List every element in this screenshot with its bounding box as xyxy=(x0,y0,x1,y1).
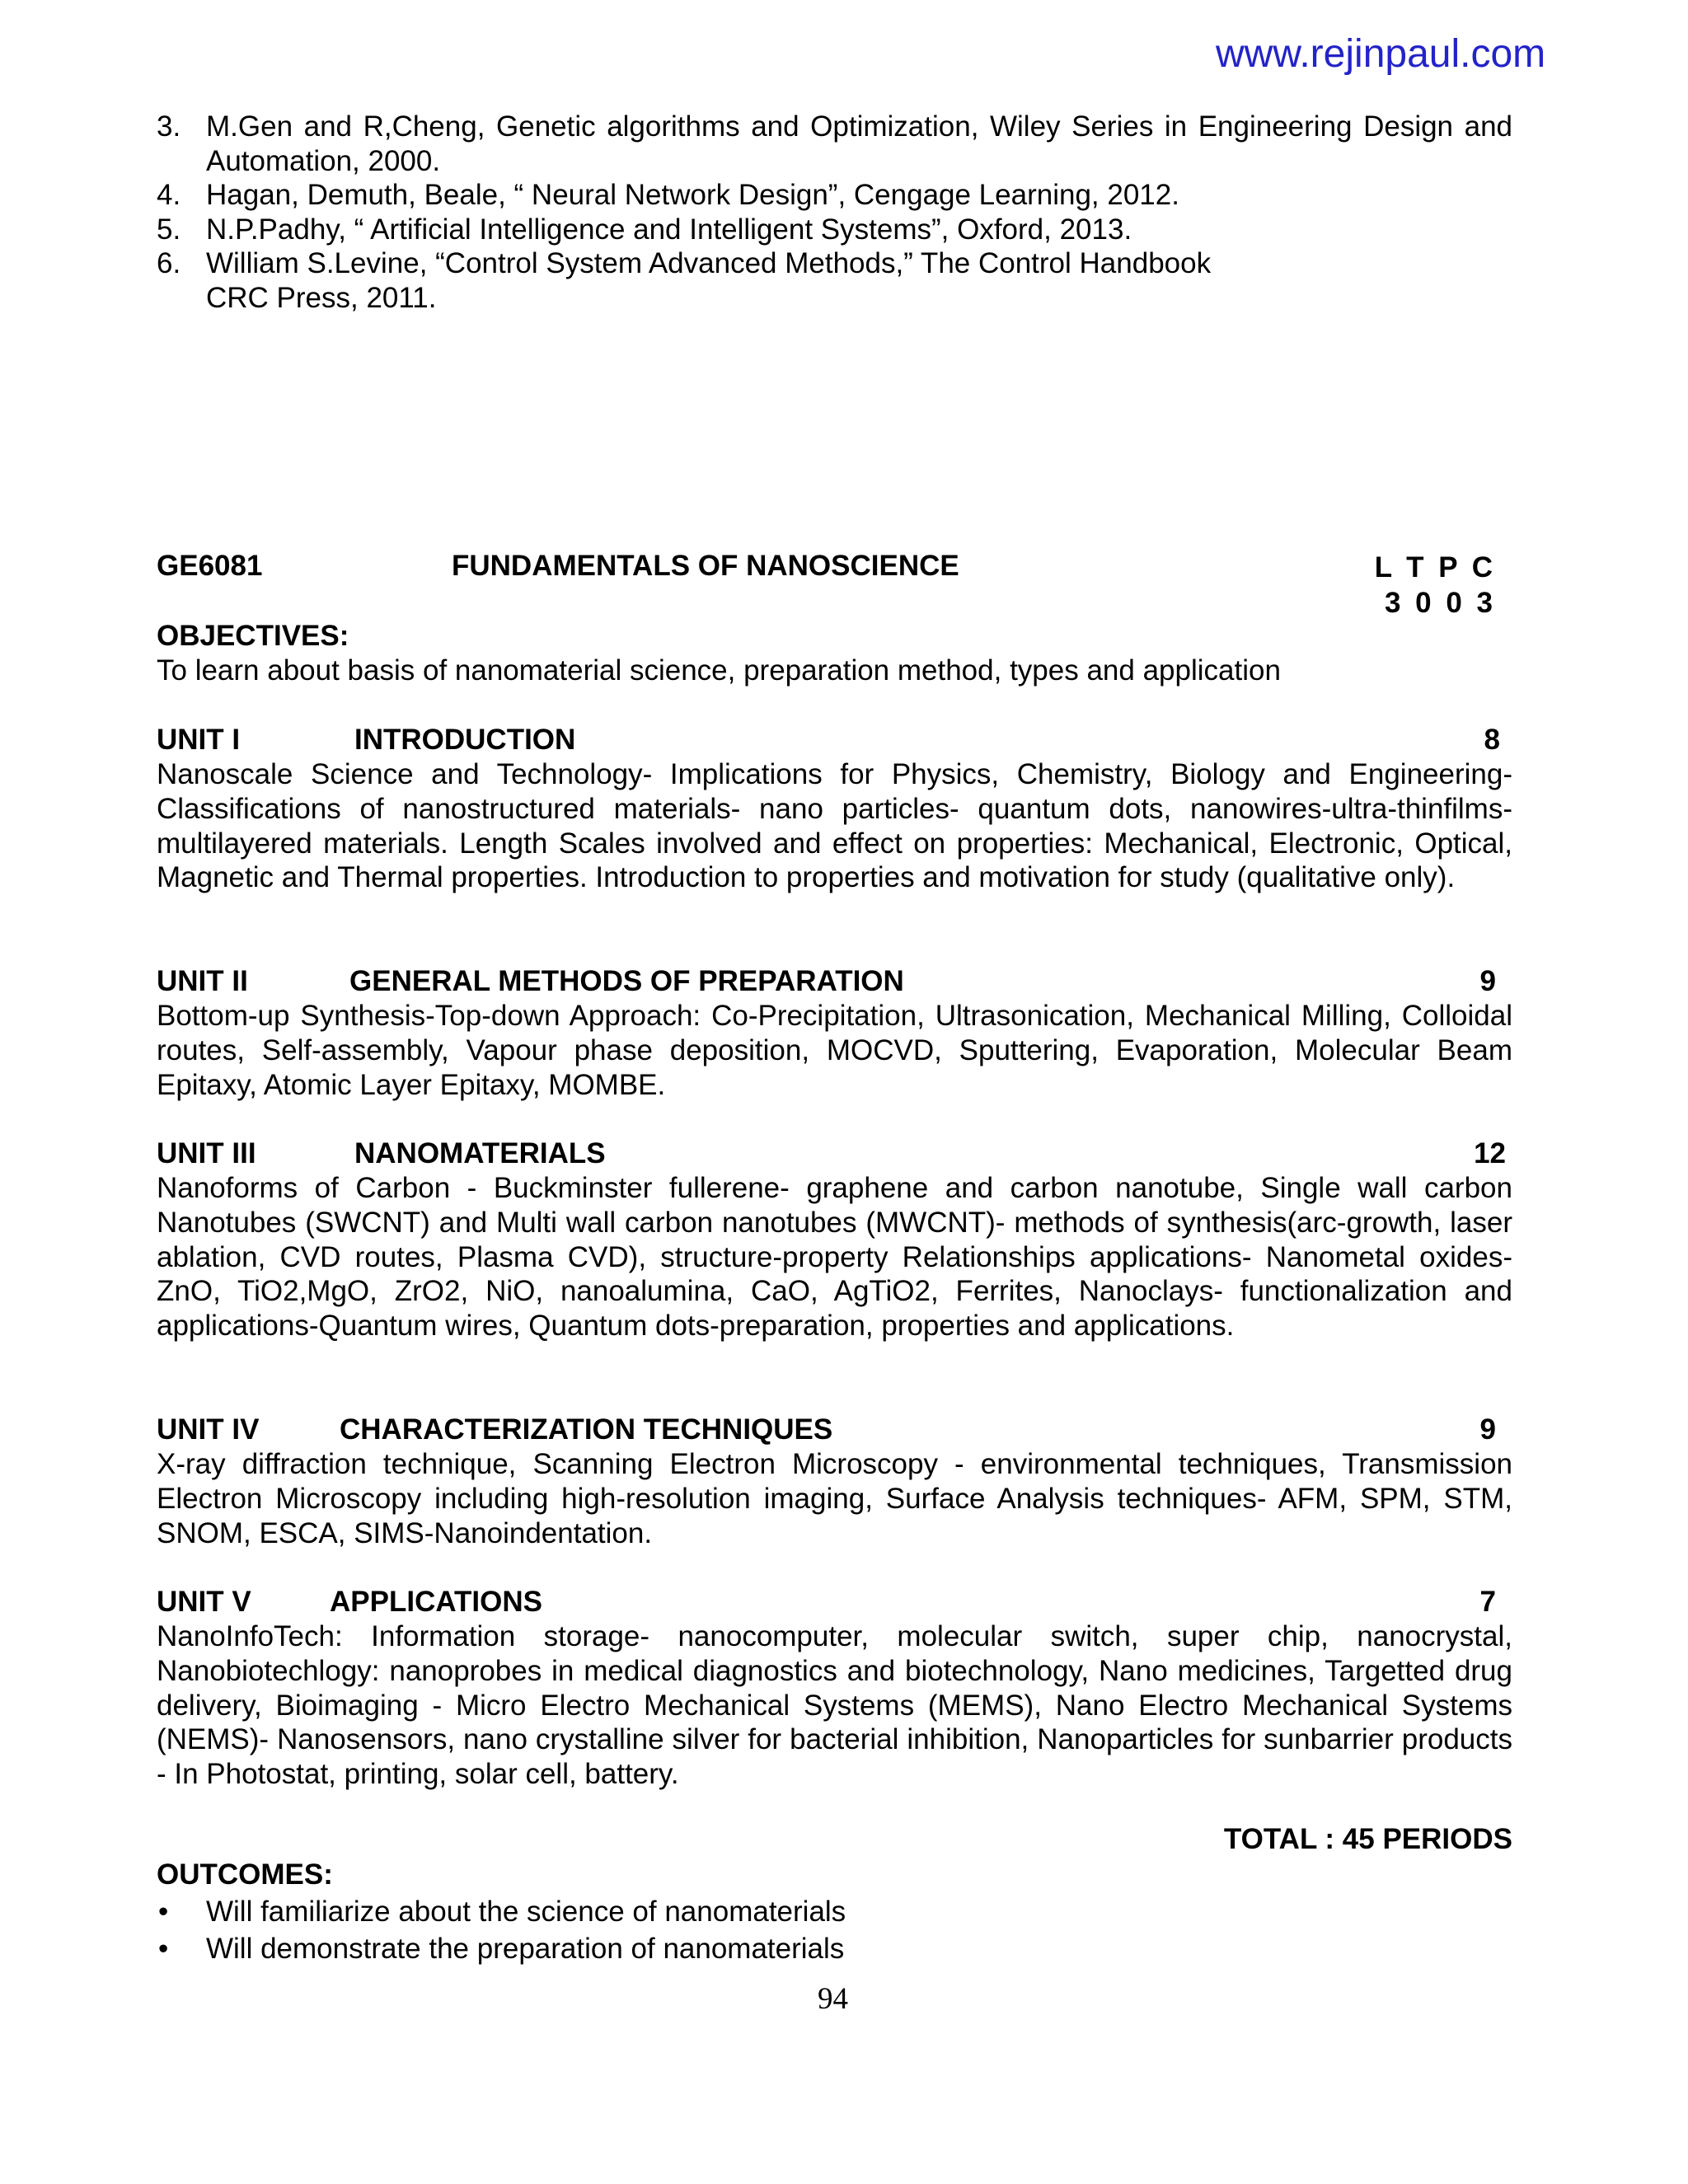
bullet-icon: • xyxy=(158,1896,169,1928)
outcome-text: Will demonstrate the preparation of nanomaterials xyxy=(206,1933,845,1965)
unit-2-section xyxy=(157,964,1512,1102)
unit-heading xyxy=(157,1137,1512,1171)
unit-content: X-ray diffraction technique, Scanning Electron Microscopy - environmental techniques, Transmission Electron Microscopy including high-resolution imaging, Surface Analysis techniques- AFM, SPM, STM, SNOM, ESCA, SIMS-Nanoindentation. xyxy=(157,1448,1512,1549)
unit-title: CHARACTERIZATION TECHNIQUES xyxy=(340,1413,833,1446)
unit-1-section xyxy=(157,723,1512,895)
outcome-item xyxy=(157,1930,846,1967)
course-header xyxy=(157,550,1512,624)
reference-item xyxy=(157,246,1512,315)
objectives-text: To learn about basis of nanomaterial science, preparation method, types and application xyxy=(157,654,1281,687)
reference-item xyxy=(157,178,1512,213)
reference-number: 5. xyxy=(157,213,181,246)
reference-item xyxy=(157,110,1512,178)
watermark-url: www.rejinpaul.com xyxy=(1216,32,1546,76)
unit-content: Nanoforms of Carbon - Buckminster fullerene- graphene and carbon nanotube, Single wall carbon Nanotubes (SWCNT) and Multi wall carbon nanotubes (MWCNT)- methods of synthesis(arc-growth, laser ablation, CVD routes, Plasma CVD), structure-property Relationships applications- Nanometal oxides-ZnO, TiO2,MgO, ZrO2, NiO, nanoalumina, CaO, AgTiO2, Ferrites, Nanoclays- functionalization and applications-Quantum wires, Quantum dots-preparation, properties and applications. xyxy=(157,1172,1512,1343)
reference-number: 3. xyxy=(157,110,181,143)
outcome-item xyxy=(157,1893,846,1930)
reference-number: 6. xyxy=(157,247,181,279)
unit-5-section xyxy=(157,1585,1512,1792)
unit-title: NANOMATERIALS xyxy=(354,1137,606,1169)
unit-3-section xyxy=(157,1137,1512,1343)
course-code: GE6081 xyxy=(157,550,263,582)
unit-label: UNIT V xyxy=(157,1586,251,1618)
reference-text: William S.Levine, “Control System Advanced Methods,” The Control Handbook xyxy=(206,247,1212,279)
unit-label: UNIT III xyxy=(157,1137,256,1169)
reference-text-continued: CRC Press, 2011. xyxy=(206,281,437,314)
outcomes-list xyxy=(157,1893,846,1967)
reference-list xyxy=(157,110,1512,315)
ltpc-values: 3 0 0 3 xyxy=(1384,587,1496,619)
unit-4-section xyxy=(157,1413,1512,1550)
course-title: FUNDAMENTALS OF NANOSCIENCE xyxy=(452,550,959,582)
unit-hours: 9 xyxy=(1479,965,1496,997)
outcomes-heading: OUTCOMES: xyxy=(157,1858,333,1891)
unit-heading xyxy=(157,723,1512,757)
unit-title: APPLICATIONS xyxy=(330,1586,542,1618)
unit-hours: 12 xyxy=(1474,1137,1506,1169)
unit-label: UNIT I xyxy=(157,724,241,756)
unit-content: Bottom-up Synthesis-Top-down Approach: Co-Precipitation, Ultrasonication, Mechanical Milling, Colloidal routes, Self-assembly, Vapour phase deposition, MOCVD, Sputtering, Evaporation, Molecular Beam Epitaxy, Atomic Layer Epitaxy, MOMBE. xyxy=(157,1000,1512,1101)
unit-label: UNIT IV xyxy=(157,1413,260,1446)
outcome-text: Will familiarize about the science of nanomaterials xyxy=(206,1896,846,1928)
page-number: 94 xyxy=(818,1982,848,2016)
unit-title: GENERAL METHODS OF PREPARATION xyxy=(349,965,904,997)
reference-text: M.Gen and R,Cheng, Genetic algorithms and Optimization, Wiley Series in Engineering Design and Automation, 2000. xyxy=(206,110,1512,177)
unit-content: Nanoscale Science and Technology- Implications for Physics, Chemistry, Biology and Engineering- Classifications of nanostructured materials- nano particles- quantum dots, nanowires-ultra-thinfilms- multilayered materials. Length Scales involved and effect on properties: Mechanical, Electronic, Optical, Magnetic and Thermal properties. Introduction to properties and motivation for study (qualitative only). xyxy=(157,758,1512,894)
reference-number: 4. xyxy=(157,179,181,211)
ltpc-block xyxy=(1375,550,1496,621)
unit-title: INTRODUCTION xyxy=(354,724,576,756)
unit-heading xyxy=(157,1413,1512,1447)
unit-heading xyxy=(157,964,1512,999)
reference-text: N.P.Padhy, “ Artificial Intelligence and Intelligent Systems”, Oxford, 2013. xyxy=(206,213,1132,246)
objectives-heading: OBJECTIVES: xyxy=(157,620,349,652)
unit-hours: 9 xyxy=(1479,1413,1496,1446)
ltpc-label: L T P C xyxy=(1374,551,1496,583)
unit-label: UNIT II xyxy=(157,965,248,997)
reference-item xyxy=(157,213,1512,247)
unit-heading xyxy=(157,1585,1512,1619)
total-periods: TOTAL : 45 PERIODS xyxy=(1223,1823,1512,1855)
unit-hours: 7 xyxy=(1479,1586,1496,1618)
reference-text: Hagan, Demuth, Beale, “ Neural Network Design”, Cengage Learning, 2012. xyxy=(206,179,1179,211)
unit-hours: 8 xyxy=(1484,724,1500,756)
unit-content: NanoInfoTech: Information storage- nanocomputer, molecular switch, super chip, nanocrystal, Nanobiotechlogy: nanoprobes in medical diagnostics and biotechnology, Nano medicines, Targetted drug delivery, Bioimaging - Micro Electro Mechanical Systems (MEMS), Nano Electro Mechanical Systems (NEMS)- Nanosensors, nano crystalline silver for bacterial inhibition, Nanoparticles for sunbarrier products - In Photostat, printing, solar cell, battery. xyxy=(157,1620,1512,1791)
bullet-icon: • xyxy=(158,1933,169,1965)
